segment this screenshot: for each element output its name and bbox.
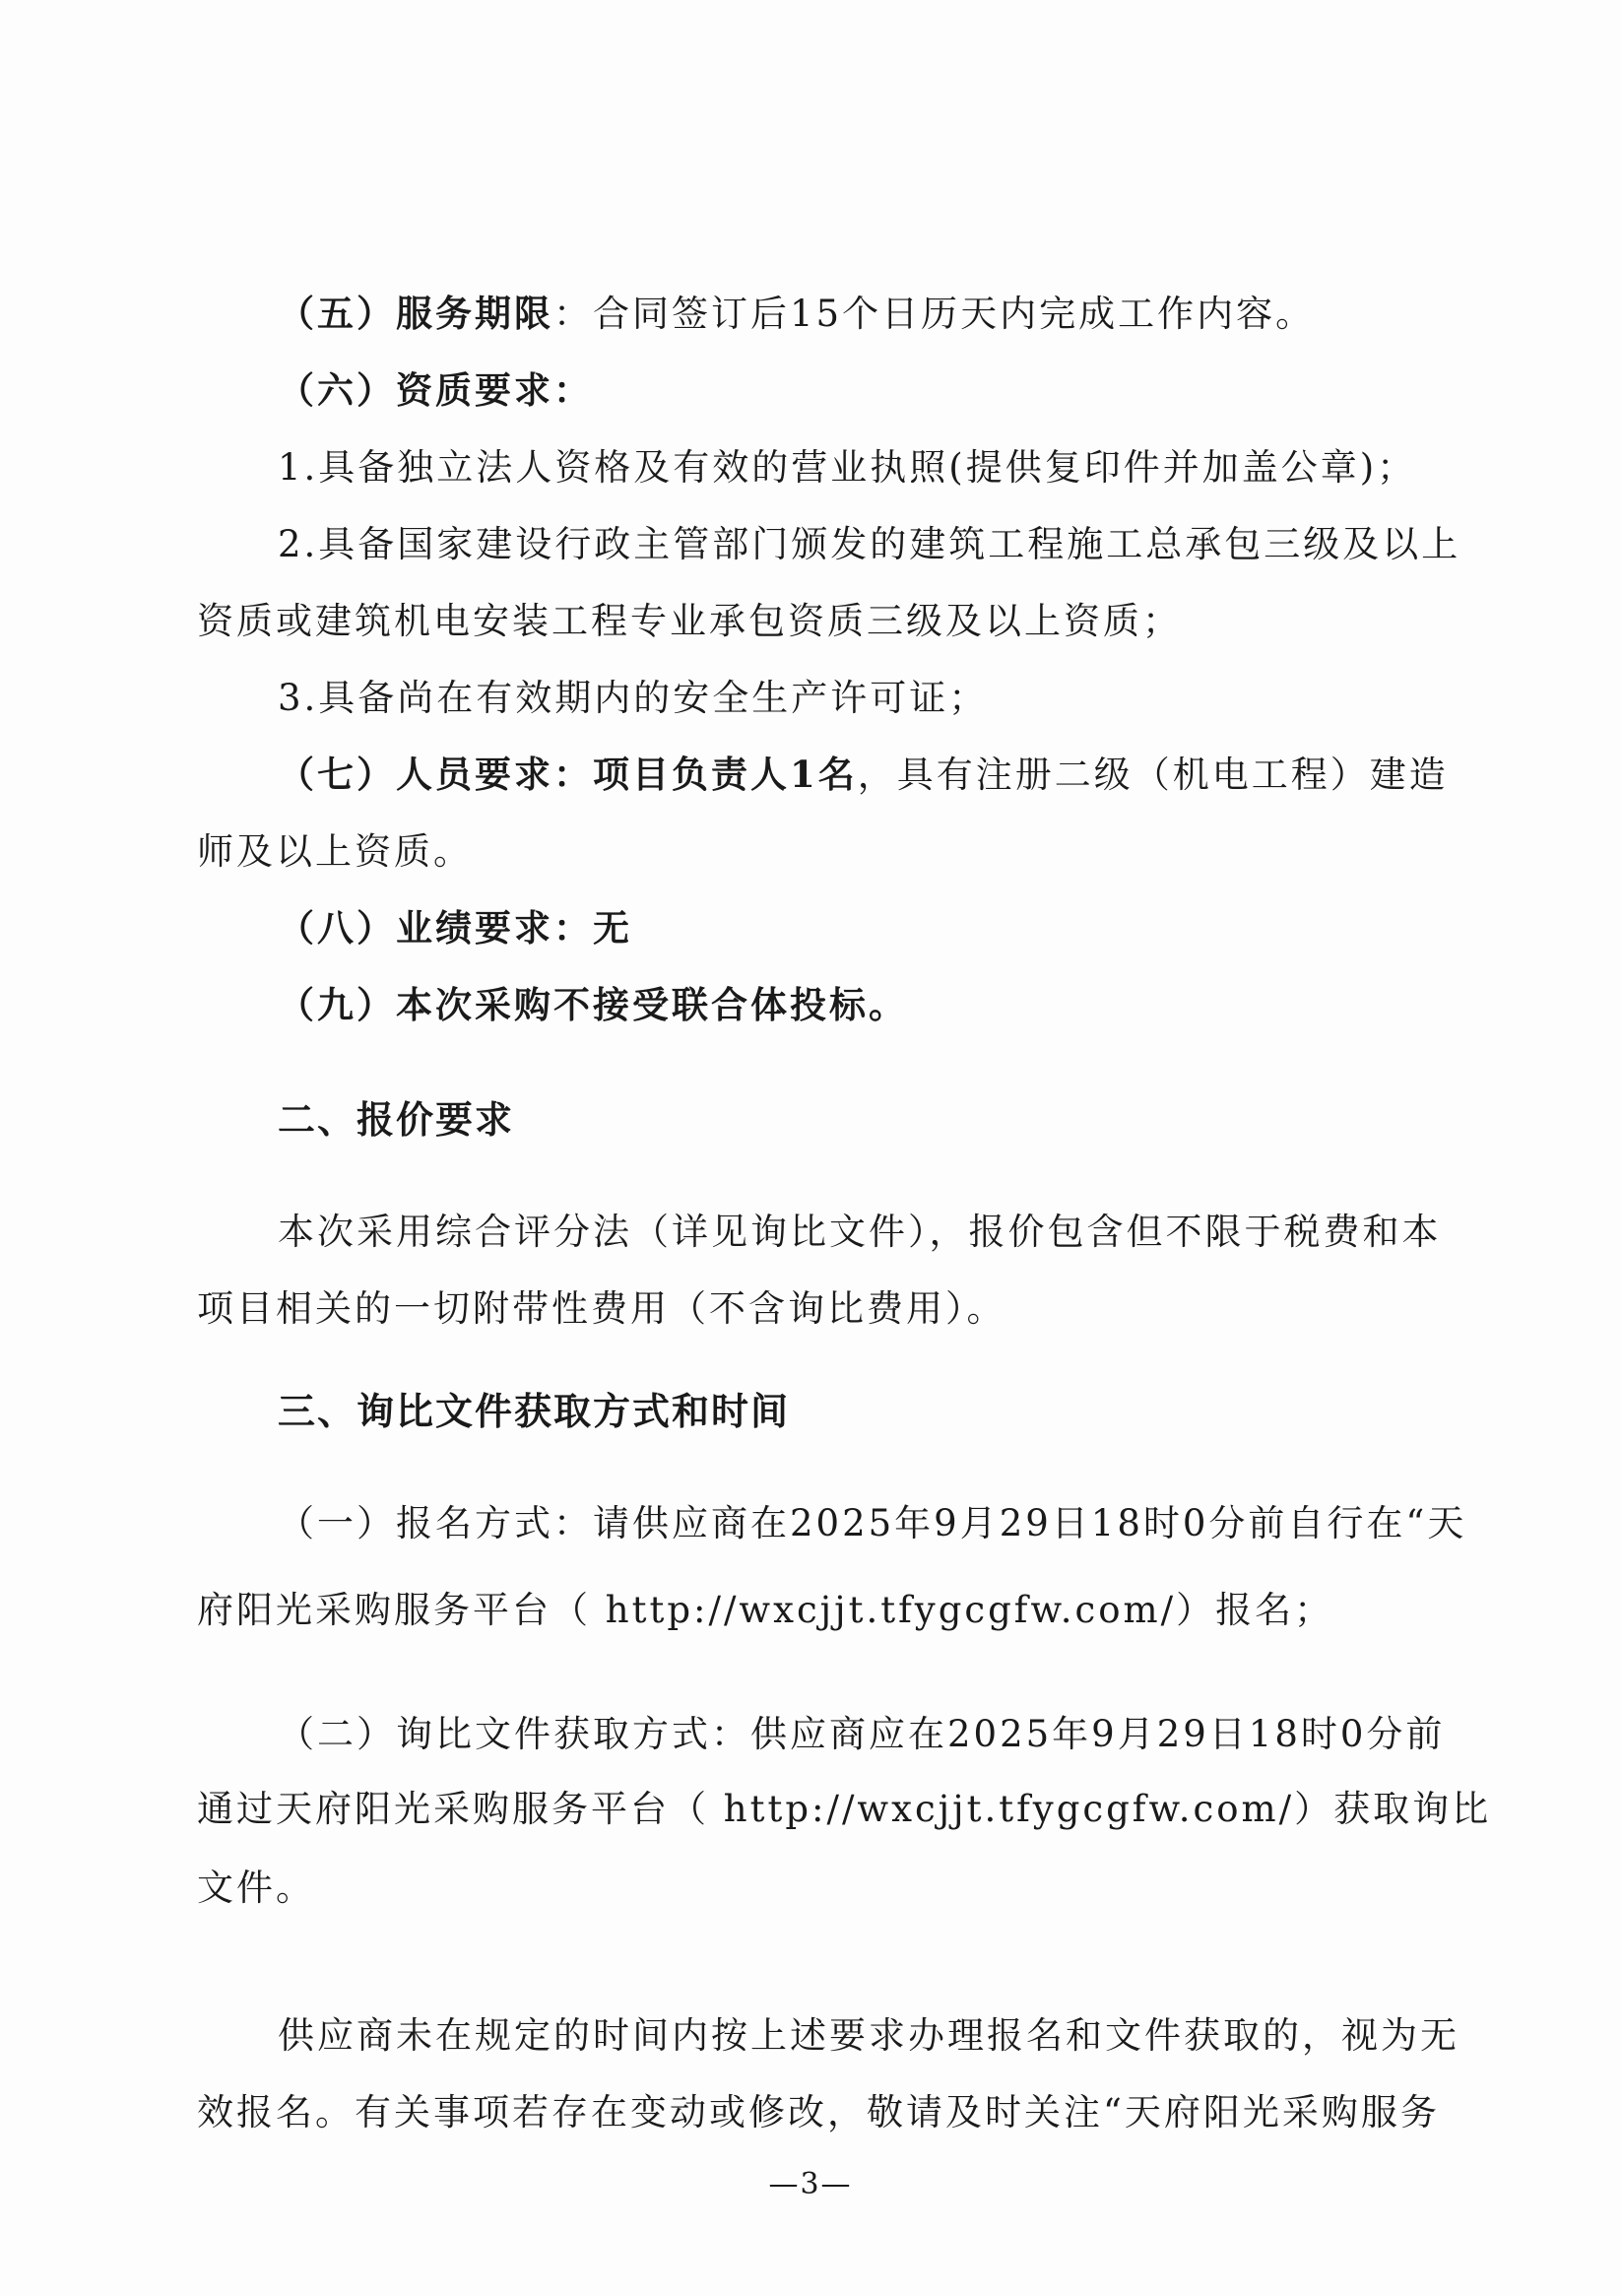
- quote-paragraph-continued: 项目相关的一切附带性费用（不含询比费用）。: [197, 1287, 1006, 1330]
- service-period-text: ：合同签订后15个日历天内完成工作内容。: [553, 293, 1316, 335]
- personnel-line-continued: 师及以上资质。: [197, 830, 473, 873]
- qualification-item-1: 1.具备独立法人资格及有效的营业执照(提供复印件并加盖公章)；: [278, 446, 1417, 489]
- registration-method-line: （一）报名方式：请供应商在2025年9月29日18时0分前自行在“天: [278, 1502, 1467, 1544]
- section-heading-documents: 三、询比文件获取方式和时间: [278, 1390, 791, 1433]
- qualification-item-3: 3.具备尚在有效期内的安全生产许可证；: [278, 677, 989, 719]
- document-access-continued: 通过天府阳光采购服务平台（ http://wxcjjt.tfygcgfw.com/）获取询比: [197, 1788, 1492, 1830]
- qualification-item-2-continued: 资质或建筑机电安装工程专业承包资质三级及以上资质；: [197, 600, 1182, 642]
- qualification-item-2: 2.具备国家建设行政主管部门颁发的建筑工程施工总承包三级及以上: [278, 523, 1461, 565]
- consortium-line: （九）本次采购不接受联合体投标。: [278, 983, 908, 1026]
- document-access-end: 文件。: [197, 1867, 315, 1909]
- document-access-line: （二）询比文件获取方式：供应商应在2025年9月29日18时0分前: [278, 1713, 1446, 1755]
- section-heading-quote: 二、报价要求: [278, 1098, 515, 1142]
- service-period-label: （五）服务期限: [278, 292, 553, 335]
- performance-line: （八）业绩要求：无: [278, 906, 632, 950]
- quote-paragraph: 本次采用综合评分法（详见询比文件），报价包含但不限于税费和本: [278, 1211, 1442, 1253]
- notice-paragraph: 供应商未在规定的时间内按上述要求办理报名和文件获取的，视为无: [278, 2014, 1459, 2057]
- registration-method-continued: 府阳光采购服务平台（ http://wxcjjt.tfygcgfw.com/）报名；: [197, 1589, 1334, 1631]
- notice-paragraph-continued: 效报名。有关事项若存在变动或修改，敬请及时关注“天府阳光采购服务: [197, 2091, 1440, 2133]
- personnel-label: （七）人员要求：项目负责人1名: [278, 753, 858, 796]
- personnel-line: [278, 753, 1449, 796]
- personnel-text: ，具有注册二级（机电工程）建造: [857, 754, 1449, 796]
- page-number: —3—: [768, 2167, 853, 2201]
- qualification-heading: （六）资质要求：: [278, 368, 593, 412]
- service-period-line: [278, 292, 1316, 335]
